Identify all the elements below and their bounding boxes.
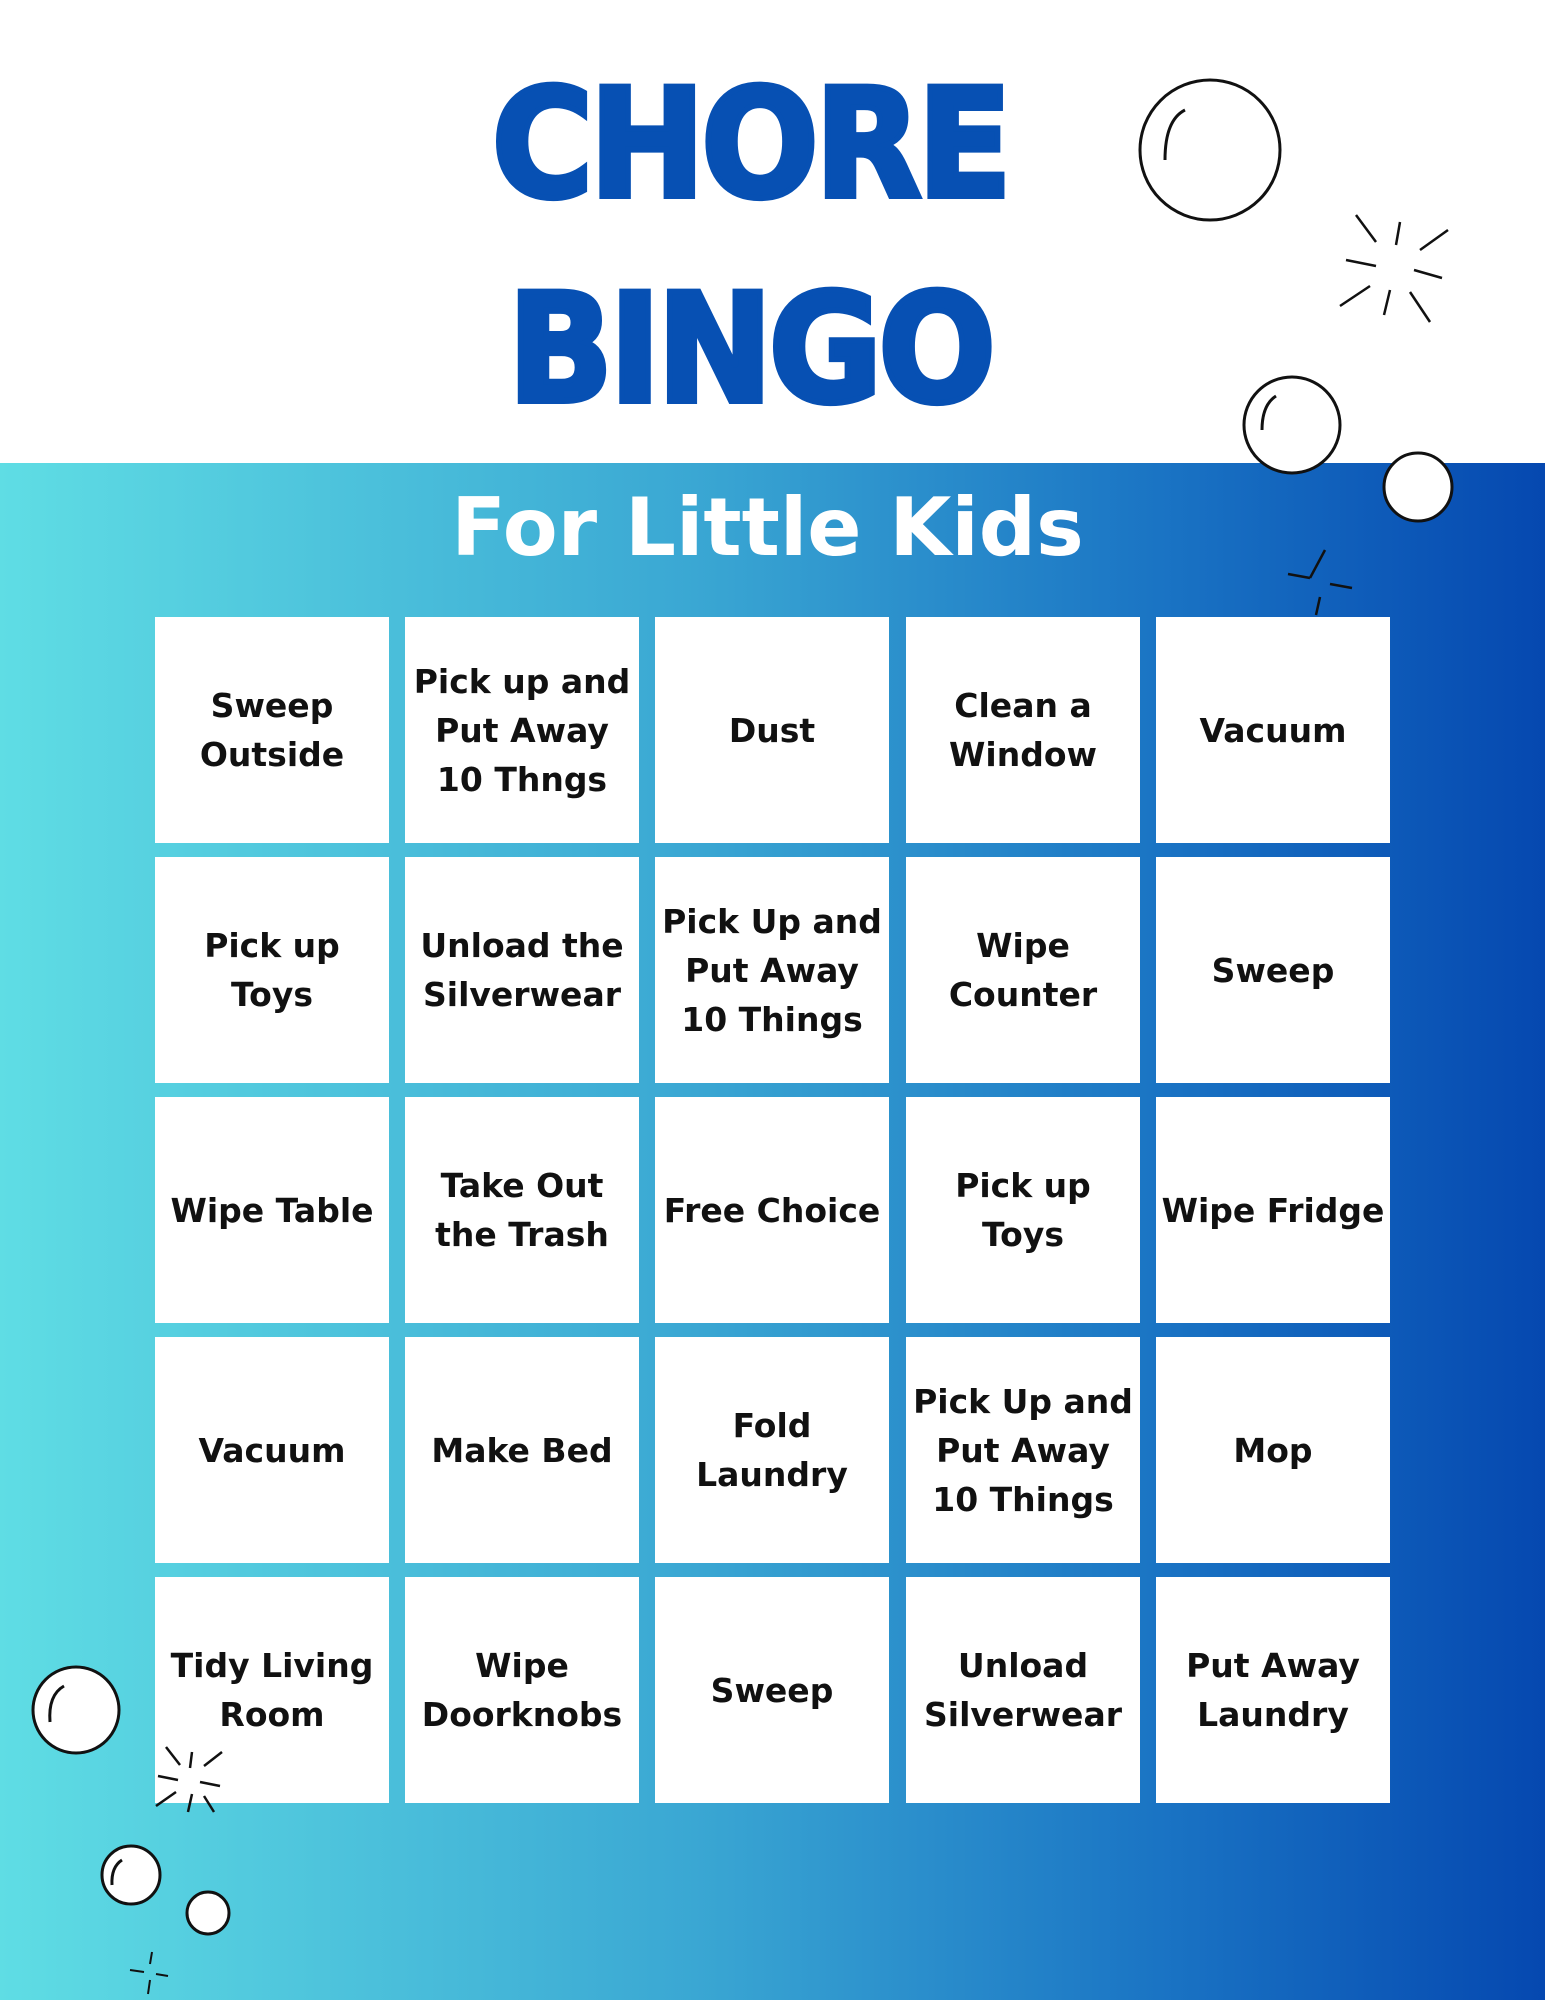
bingo-cell <box>1156 857 1390 1083</box>
bingo-cell <box>405 1577 639 1803</box>
bingo-cell <box>1156 1097 1390 1323</box>
bingo-cell <box>155 617 389 843</box>
bingo-cell <box>655 617 889 843</box>
title-bingo: BINGO <box>507 263 993 437</box>
bingo-cell <box>1156 617 1390 843</box>
bingo-cell <box>405 617 639 843</box>
bingo-cell-label: Sweep Outside <box>199 686 345 774</box>
bingo-cell-label: Wipe Counter <box>948 926 1098 1014</box>
bingo-cell <box>1156 1337 1390 1563</box>
bingo-cell-label: Tidy Living Room <box>170 1646 374 1734</box>
bingo-cell-label: Pick Up and Put Away 10 Things <box>913 1381 1133 1519</box>
bingo-cell-label: Wipe Table <box>170 1190 374 1230</box>
bingo-cell-label: Clean a Window <box>949 686 1097 774</box>
bingo-cell <box>1156 1577 1390 1803</box>
bingo-cell <box>906 1097 1140 1323</box>
bingo-cell-label: Mop <box>1233 1430 1313 1470</box>
bingo-cell-label: Free Choice <box>663 1190 881 1230</box>
bingo-cell-label: Take Out the Trash <box>435 1166 609 1254</box>
bingo-cell <box>155 1337 389 1563</box>
bingo-cell <box>405 1097 639 1323</box>
bingo-cell-label: Pick up and Put Away 10 Thngs <box>413 661 631 799</box>
bingo-cell-label: Pick Up and Put Away 10 Things <box>662 901 882 1039</box>
bingo-cell-label: Wipe Fridge <box>1161 1190 1385 1230</box>
bingo-cell-label: Make Bed <box>431 1430 613 1470</box>
bingo-cell-label: Dust <box>728 710 816 750</box>
bingo-cell-label: Vacuum <box>1199 710 1347 750</box>
bingo-cell <box>155 1097 389 1323</box>
title-chore: CHORE <box>491 58 1009 232</box>
bingo-cell-label: Vacuum <box>198 1430 346 1470</box>
bingo-cell <box>155 857 389 1083</box>
bingo-cell-label: Put Away Laundry <box>1186 1646 1360 1734</box>
bingo-cell <box>906 617 1140 843</box>
bingo-cell-label: Unload Silverwear <box>924 1646 1122 1734</box>
bingo-cell <box>405 857 639 1083</box>
bingo-cell-label: Sweep <box>1211 950 1335 990</box>
bingo-cell <box>906 857 1140 1083</box>
bingo-cell <box>655 1097 889 1323</box>
bingo-cell-label: Pick up Toys <box>955 1166 1091 1254</box>
bingo-cell-label: Pick up Toys <box>204 926 340 1014</box>
bingo-cell-label: Sweep <box>710 1670 834 1710</box>
bingo-cell <box>906 1337 1140 1563</box>
bingo-cell-label: Fold Laundry <box>696 1406 848 1494</box>
bingo-cell <box>155 1577 389 1803</box>
subtitle: For Little Kids <box>451 481 1084 574</box>
bingo-cell <box>655 857 889 1083</box>
bingo-cell <box>655 1337 889 1563</box>
bingo-cell-label: Unload the Silverwear <box>420 926 624 1014</box>
bingo-cell <box>655 1577 889 1803</box>
bingo-cell <box>405 1337 639 1563</box>
bingo-cell-label: Wipe Doorknobs <box>421 1646 623 1734</box>
bingo-cell <box>906 1577 1140 1803</box>
